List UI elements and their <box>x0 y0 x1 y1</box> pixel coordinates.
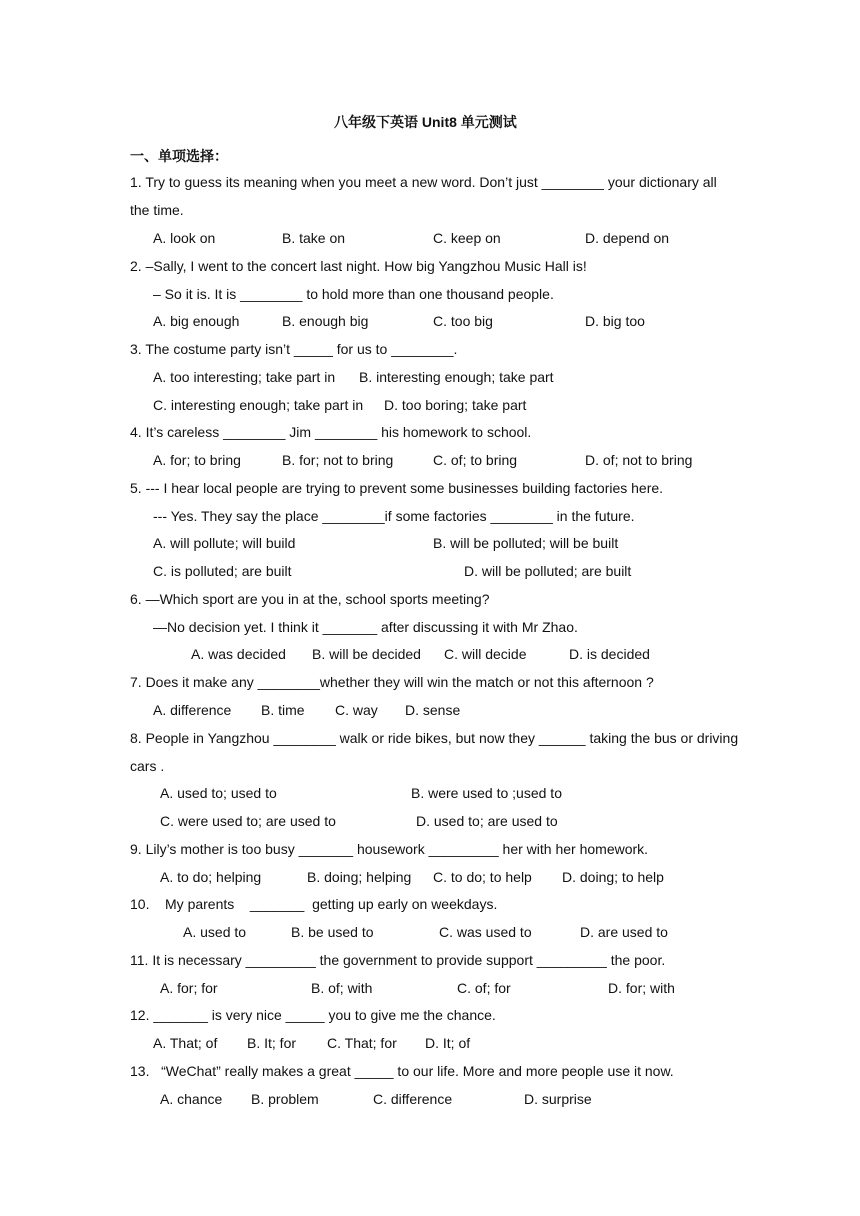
question-text: – So it is. It is ________ to hold more than one thousand people. <box>153 286 554 302</box>
option-c: C. is polluted; are built <box>153 563 292 579</box>
option-a: A. used to; used to <box>160 785 277 801</box>
option-c: C. way <box>335 702 378 718</box>
question-text: 9. Lily’s mother is too busy _______ housework _________ her with her homework. <box>130 841 649 857</box>
question-text: 11. It is necessary _________ the government to provide support _________ the poor. <box>130 952 666 968</box>
question-text: cars . <box>130 758 165 774</box>
option-d: D. will be polluted; are built <box>464 563 632 579</box>
question-text: 3. The costume party isn’t _____ for us to ________. <box>130 341 458 357</box>
option-c: C. keep on <box>433 230 501 246</box>
option-d: D. surprise <box>524 1091 592 1107</box>
option-d: D. for; with <box>608 980 675 996</box>
question-text: the time. <box>130 202 184 218</box>
option-c: C. to do; to help <box>433 869 532 885</box>
option-d: D. used to; are used to <box>416 813 558 829</box>
option-a: A. for; to bring <box>153 452 241 468</box>
option-b: B. doing; helping <box>307 869 412 885</box>
option-d: D. It; of <box>425 1035 471 1051</box>
question-text: 6. —Which sport are you in at the, school sports meeting? <box>130 591 490 607</box>
option-b: B. of; with <box>311 980 373 996</box>
option-c: C. was used to <box>439 924 532 940</box>
option-a: A. was decided <box>191 646 286 662</box>
option-a: A. look on <box>153 230 216 246</box>
question-text: 12. _______ is very nice _____ you to give me the chance. <box>130 1007 496 1023</box>
option-a: A. too interesting; take part in <box>153 369 336 385</box>
option-b: B. will be polluted; will be built <box>433 535 619 551</box>
option-d: D. are used to <box>580 924 668 940</box>
option-d: D. doing; to help <box>562 869 664 885</box>
option-b: B. problem <box>251 1091 319 1107</box>
question-text: 8. People in Yangzhou ________ walk or ride bikes, but now they ______ taking the bus or driving <box>130 730 739 746</box>
option-d: D. big too <box>585 313 645 329</box>
question-text: --- Yes. They say the place ________if some factories ________ in the future. <box>153 508 635 524</box>
option-c: C. will decide <box>444 646 527 662</box>
option-c: C. too big <box>433 313 493 329</box>
option-a: A. big enough <box>153 313 240 329</box>
section-heading: 一、单项选择： <box>130 148 228 164</box>
option-a: A. to do; helping <box>160 869 262 885</box>
option-d: D. is decided <box>569 646 650 662</box>
question-text: 4. It’s careless ________ Jim ________ his homework to school. <box>130 424 532 440</box>
option-b: B. time <box>261 702 305 718</box>
option-c: C. were used to; are used to <box>160 813 336 829</box>
option-a: A. used to <box>183 924 247 940</box>
question-text: 13. “WeChat” really makes a great _____ to our life. More and more people use it now. <box>130 1063 674 1079</box>
option-b: B. were used to ;used to <box>411 785 562 801</box>
option-c: C. That; for <box>327 1035 397 1051</box>
option-a: A. chance <box>160 1091 223 1107</box>
option-c: C. of; to bring <box>433 452 518 468</box>
page-title: 八年级下英语 Unit8 单元测试 <box>334 114 517 130</box>
option-c: C. of; for <box>457 980 511 996</box>
option-b: B. enough big <box>282 313 369 329</box>
question-text: 5. --- I hear local people are trying to prevent some businesses building factories here. <box>130 480 664 496</box>
question-text: —No decision yet. I think it _______ after discussing it with Mr Zhao. <box>153 619 578 635</box>
option-a: A. for; for <box>160 980 218 996</box>
option-b: B. for; not to bring <box>282 452 394 468</box>
option-d: D. sense <box>405 702 461 718</box>
option-b: B. be used to <box>291 924 374 940</box>
option-b: B. take on <box>282 230 346 246</box>
option-a: A. difference <box>153 702 232 718</box>
option-c: C. interesting enough; take part in <box>153 397 364 413</box>
option-d: D. too boring; take part <box>384 397 527 413</box>
option-b: B. It; for <box>247 1035 297 1051</box>
question-text: 1. Try to guess its meaning when you meet a new word. Don’t just ________ your dictionary all <box>130 174 717 190</box>
option-c: C. difference <box>373 1091 453 1107</box>
option-b: B. will be decided <box>312 646 421 662</box>
option-a: A. will pollute; will build <box>153 535 296 551</box>
option-d: D. of; not to bring <box>585 452 693 468</box>
option-b: B. interesting enough; take part <box>359 369 554 385</box>
option-d: D. depend on <box>585 230 670 246</box>
question-text: 2. –Sally, I went to the concert last night. How big Yangzhou Music Hall is! <box>130 258 587 274</box>
question-text: 7. Does it make any ________whether they will win the match or not this afternoon ? <box>130 674 654 690</box>
option-a: A. That; of <box>153 1035 218 1051</box>
question-text: 10. My parents _______ getting up early on weekdays. <box>130 896 498 912</box>
